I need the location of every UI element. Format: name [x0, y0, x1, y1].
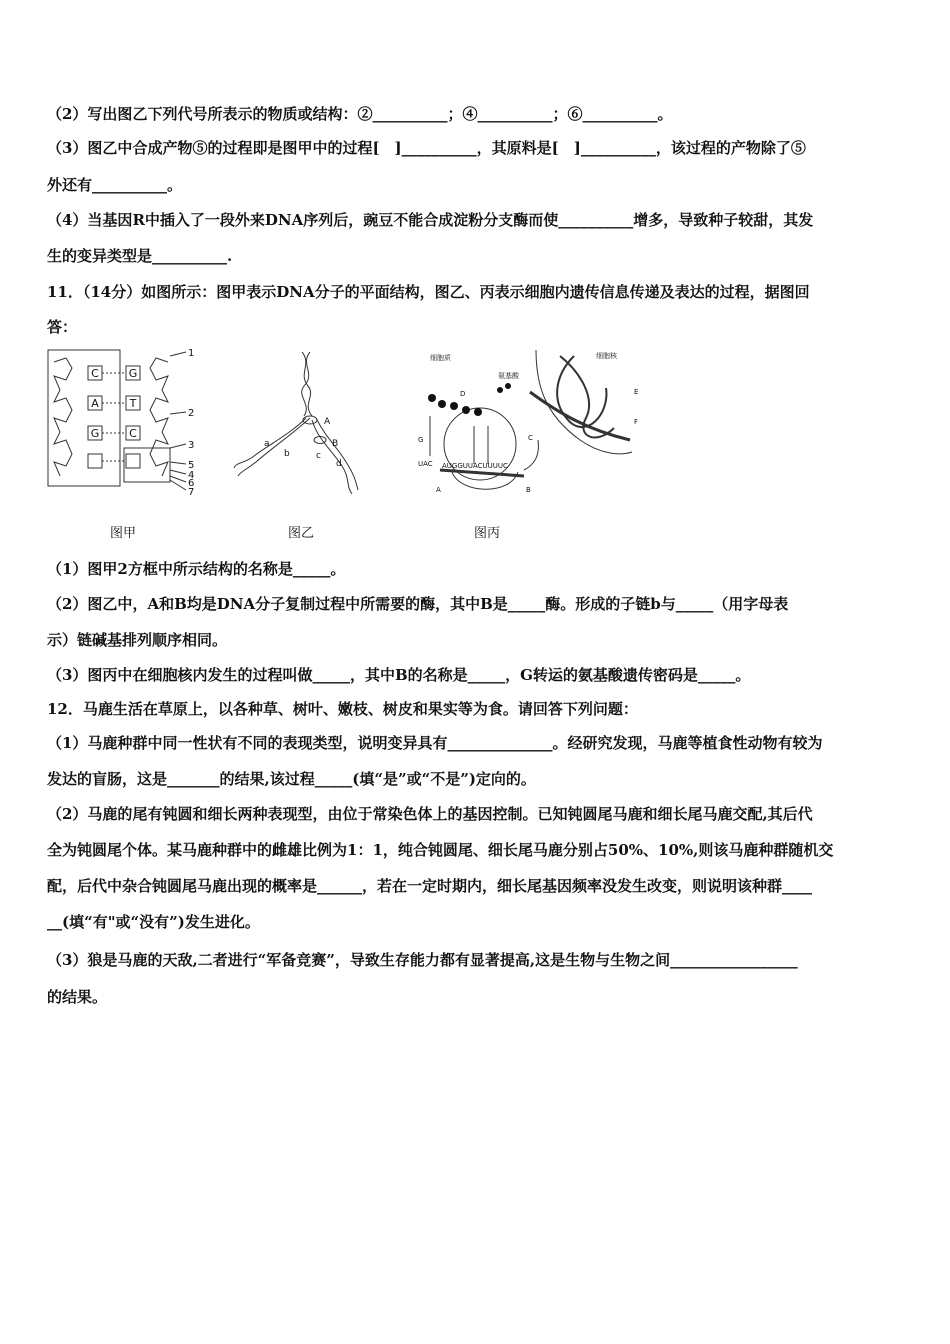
text-line: 生的变异类型是__________. — [47, 247, 233, 265]
text-line: 示）链碱基排列顺序相同。 — [47, 631, 228, 649]
base-label: C — [129, 427, 137, 440]
part-number: 7 — [188, 487, 195, 498]
text-line: 外还有__________。 — [47, 176, 183, 194]
base-label: C — [91, 367, 99, 380]
text-line: 配，后代中杂合钝圆尾马鹿出现的概率是______，若在一定时期内，细长尾基因频率没发生改变，则说明该种群____ — [47, 877, 813, 895]
caption-fig-yi: 图乙 — [288, 526, 315, 541]
text-line: 12．马鹿生活在草原上，以各种草、树叶、嫩枝、树皮和果实等为食。请回答下列问题： — [47, 700, 638, 718]
text-line: （4）当基因R中插入了一段外来DNA序列后，豌豆不能合成淀粉分支酶而使__________增多，导致种子较甜，其发 — [47, 211, 814, 229]
text-line: （3）图乙中合成产物⑤的过程即是图甲中的过程[ ]__________，其原料是[ ]__________，该过程的产物除了⑤ — [47, 139, 806, 157]
fig-label: a — [264, 439, 270, 449]
fig-label: 细胞核 — [596, 352, 617, 360]
part-number: 2 — [188, 408, 195, 419]
text-line: 11．（14分）如图所示：图甲表示DNA分子的平面结构，图乙、丙表示细胞内遗传信息传递及表达的过程，据图回 — [47, 283, 810, 301]
mrna-sequence: AUGGUUACUUUUC — [442, 462, 508, 470]
fig-label: 细胞质 — [430, 354, 451, 362]
text-line: __(填“有"或“没有”)发生进化。 — [47, 913, 260, 931]
fig-label: A — [324, 417, 331, 427]
fig-label: B — [526, 486, 531, 494]
part-number: 1 — [188, 348, 195, 359]
fig-label: c — [316, 451, 321, 461]
fig-label: G — [418, 436, 424, 444]
text-line: （3）图丙中在细胞核内发生的过程叫做_____，其中B的名称是_____，G转运的氨基酸遗传密码是_____。 — [47, 666, 751, 684]
part-number: 3 — [188, 440, 195, 451]
text-line: （1）马鹿种群中同一性状有不同的表现类型，说明变异具有______________。经研究发现，马鹿等植食性动物有较为 — [47, 734, 823, 752]
fig-label: D — [460, 390, 466, 398]
text-line: （2）图乙中，A和B均是DNA分子复制过程中所需要的酶，其中B是_____酶。形成的子链b与_____（用字母表 — [47, 595, 789, 613]
fig-label: B — [332, 439, 339, 449]
anticodon: UAC — [418, 460, 433, 468]
base-label: G — [90, 427, 100, 440]
fig-label: d — [336, 459, 342, 469]
base-label: T — [129, 397, 137, 410]
base-label: G — [128, 367, 138, 380]
part-number: 4 — [188, 470, 195, 481]
text-line: （2）马鹿的尾有钝圆和细长两种表现型，由位于常染色体上的基因控制。已知钝圆尾马鹿和细长尾马鹿交配,其后代 — [47, 805, 813, 823]
text-line: （2）写出图乙下列代号所表示的物质或结构：②__________；④__________；⑥__________。 — [47, 105, 673, 123]
part-number: 5 — [188, 460, 195, 471]
fig-label: b — [284, 449, 290, 459]
replication-diagram — [234, 352, 358, 494]
base-label: A — [91, 397, 99, 410]
part-number: 6 — [188, 478, 195, 489]
caption-fig-jia: 图甲 — [110, 526, 137, 541]
dna-plane-diagram — [48, 350, 186, 490]
fig-label: F — [634, 418, 639, 426]
figure-panel — [40, 344, 640, 544]
fig-label: 氨基酸 — [498, 372, 519, 380]
text-line: 答： — [47, 318, 78, 336]
fig-label: E — [634, 388, 639, 396]
text-line: 发达的盲肠，这是_______的结果,该过程_____(填“是”或“不是”)定向的。 — [47, 770, 536, 788]
fig-label: A — [436, 486, 441, 494]
text-line: 全为钝圆尾个体。某马鹿种群中的雌雄比例为1：1，纯合钝圆尾、细长尾马鹿分别占50%、10%,则该马鹿种群随机交 — [47, 841, 834, 859]
caption-fig-bing: 图丙 — [474, 526, 501, 541]
text-line: （1）图甲2方框中所示结构的名称是_____。 — [47, 560, 346, 578]
fig-label: C — [528, 434, 533, 442]
text-line: 的结果。 — [47, 988, 108, 1006]
text-line: （3）狼是马鹿的天敌,二者进行“军备竞赛”，导致生存能力都有显著提高,这是生物与生物之间_________________ — [47, 951, 798, 969]
